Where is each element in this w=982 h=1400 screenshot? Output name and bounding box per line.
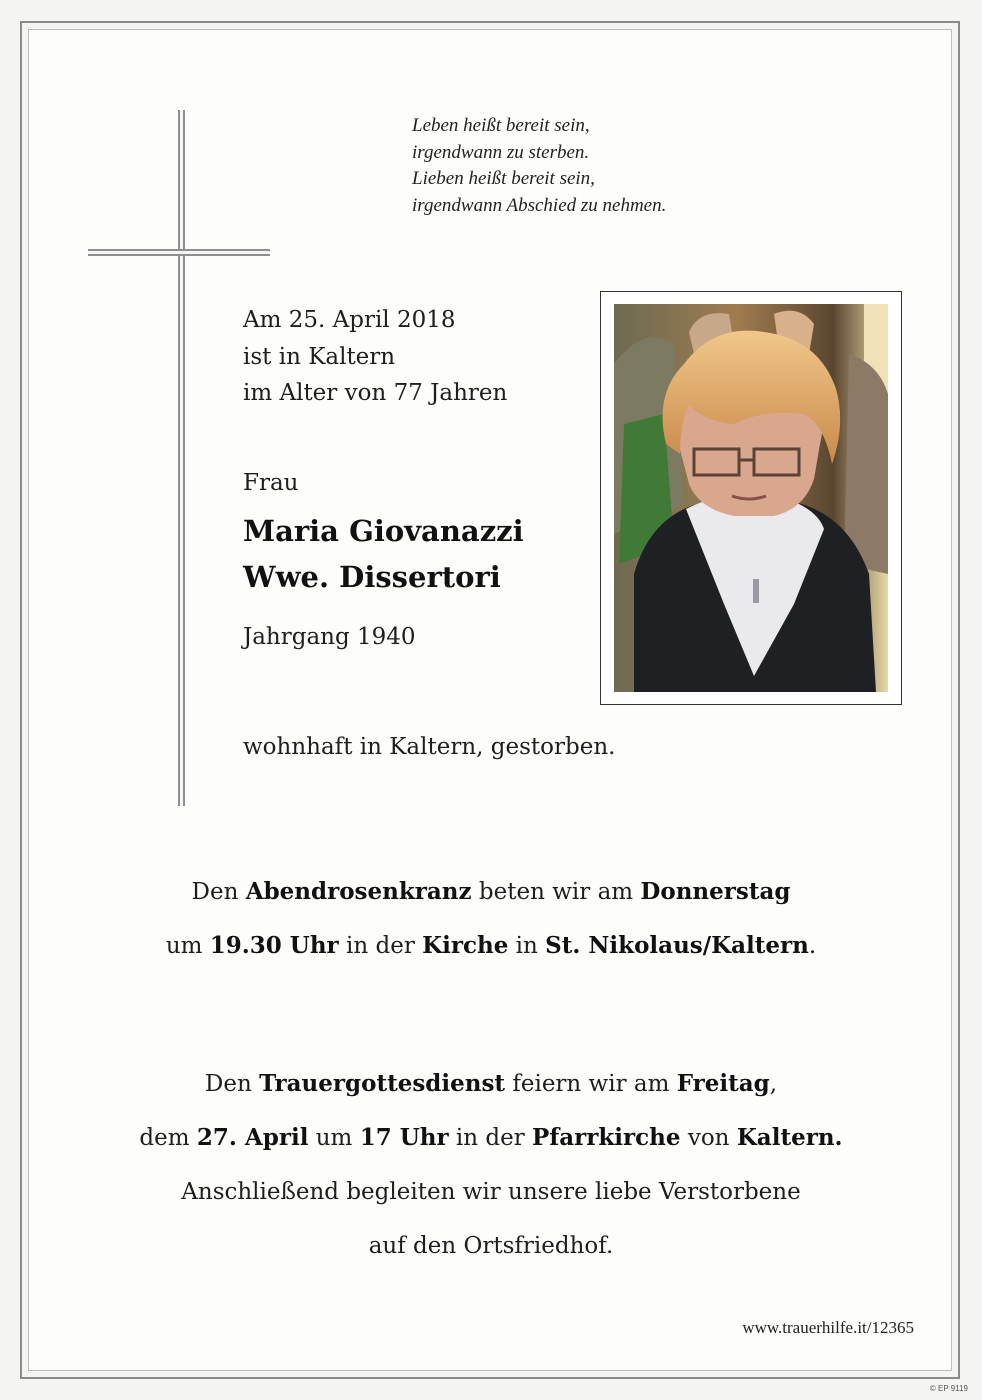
funeral-announcement: [0, 1057, 982, 1273]
text: von: [680, 1125, 737, 1151]
funeral-line-1: [0, 1057, 982, 1111]
text: in der: [338, 933, 423, 959]
text: um: [165, 933, 210, 959]
rosary-time: 19.30 Uhr: [209, 932, 339, 959]
funeral-line-4: auf den Ortsfriedhof.: [368, 1233, 614, 1259]
text: in: [508, 933, 546, 959]
text: beten wir am: [471, 879, 641, 905]
name-line: Maria Giovanazzi: [243, 514, 524, 548]
quote: [412, 113, 666, 219]
salutation: Frau: [243, 470, 299, 496]
rosary-label: Abendrosenkranz: [245, 878, 472, 905]
portrait-photo: [614, 304, 888, 692]
cross-icon: [178, 110, 185, 806]
rosary-line-1: [0, 865, 982, 919]
birth-year: Jahrgang 1940: [243, 624, 416, 650]
text: um: [308, 1125, 360, 1151]
quote-line: Lieben heißt bereit sein,: [412, 168, 595, 189]
text: ,: [769, 1071, 778, 1097]
text: Den: [204, 1071, 260, 1097]
rosary-day: Donnerstag: [640, 878, 791, 905]
funeral-line-2: [0, 1111, 982, 1165]
rosary-announcement: [0, 865, 982, 973]
funeral-line-3: Anschließend begleiten wir unsere liebe Verstorbene: [181, 1179, 801, 1205]
funeral-venue: Pfarrkirche: [532, 1124, 681, 1151]
funeral-day: Freitag: [676, 1070, 770, 1097]
footer-url[interactable]: www.trauerhilfe.it/12365: [742, 1318, 914, 1337]
name-line: Wwe. Dissertori: [243, 560, 501, 594]
death-announcement: [243, 302, 507, 412]
text: in der: [448, 1125, 533, 1151]
text: feiern wir am: [505, 1071, 677, 1097]
print-code: © EP 9119: [929, 1384, 968, 1393]
death-date: Am 25. April 2018: [243, 307, 456, 333]
text: dem: [139, 1125, 197, 1151]
rosary-location: St. Nikolaus/Kaltern: [545, 932, 809, 959]
deceased-name: [243, 508, 524, 600]
rosary-venue: Kirche: [422, 932, 509, 959]
quote-line: irgendwann Abschied zu nehmen.: [412, 194, 667, 216]
text: Den: [191, 879, 246, 905]
funeral-date: 27. April: [196, 1124, 309, 1151]
age: im Alter von 77 Jahren: [243, 380, 508, 406]
funeral-label: Trauergottesdienst: [259, 1070, 506, 1097]
rosary-line-2: [0, 919, 982, 973]
text: .: [808, 933, 817, 959]
quote-line: irgendwann zu sterben.: [412, 141, 590, 163]
funeral-time: 17 Uhr: [359, 1124, 449, 1151]
cross-icon-bar: [88, 249, 270, 256]
death-place: ist in Kaltern: [243, 343, 396, 370]
quote-line: Leben heißt bereit sein,: [412, 115, 590, 136]
residence: wohnhaft in Kaltern, gestorben.: [243, 734, 616, 760]
funeral-location: Kaltern.: [736, 1124, 843, 1151]
